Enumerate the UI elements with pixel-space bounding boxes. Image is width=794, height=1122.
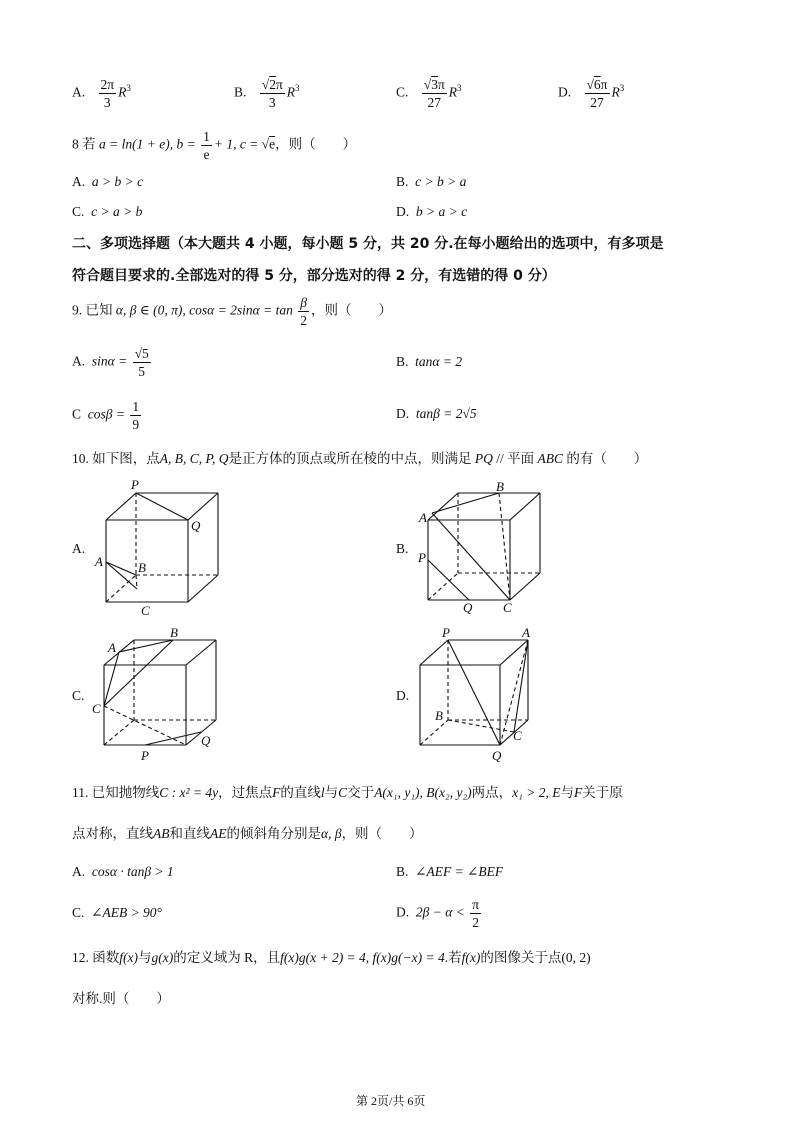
- fig-b-label-b: B: [496, 479, 504, 494]
- fig-a-label-b: B: [138, 560, 146, 575]
- q8-option-d: D. b > a > c: [396, 204, 468, 219]
- q8-option-b: B. c > b > a: [396, 174, 467, 189]
- q9-stem: 9. 已知 α, β ∈ (0, π), cosα = 2sinα = tan $\frac{\beta}{2}$ ，则（ ）: [72, 295, 392, 328]
- fig-c-label-a: A: [108, 640, 116, 655]
- q8-option-c: C. c > a > b: [72, 204, 143, 219]
- fig-a-label-q: Q: [191, 518, 201, 533]
- q9-option-c: C cosβ = $\frac{1}{9}$: [72, 399, 140, 432]
- fig-a-label-a: A: [95, 554, 103, 569]
- q12-stem-line2: 对称.则（ ）: [72, 991, 170, 1006]
- q7-option-a: A. $\frac{2\pi}{3}$ $R^3$: [72, 77, 131, 110]
- fig-a-label-c: C: [141, 603, 150, 618]
- q12-number: 12.: [72, 950, 89, 965]
- q10-label-a: A.: [72, 541, 86, 556]
- q11-option-b: B. ∠AEF = ∠BEF: [396, 864, 504, 879]
- q11-option-c: C. ∠AEB > 90°: [72, 905, 162, 920]
- q11-option-d: D. 2β − α < $\frac{\pi}{2}$: [396, 897, 479, 930]
- q10-stem: 10. 如下图，点A, B, C, P, Q是正方体的顶点或所在棱的中点，则满足 PQ // 平面 ABC 的有（ ）: [72, 451, 648, 466]
- fig-d-label-b: B: [435, 708, 443, 723]
- q9-option-b: B. tanα = 2: [396, 354, 463, 369]
- q9-option-a: A. sinα = $\frac{√5}{5}$: [72, 346, 149, 379]
- section-heading-line1: 二、多项选择题（本大题共 4 小题，每小题 5 分，共 20 分.在每小题给出的选项中，有多项是: [72, 236, 664, 252]
- q11-number: 11.: [72, 785, 89, 800]
- fig-d-label-c: C: [513, 728, 522, 743]
- fig-d-label-a: A: [522, 625, 530, 640]
- q11-option-a: A. cosα · tanβ > 1: [72, 864, 174, 879]
- fig-c-label-c: C: [92, 701, 101, 716]
- fig-b-label-q: Q: [463, 600, 473, 615]
- section-heading-line2: 符合题目要求的.全部选对的得 5 分，部分选对的得 2 分，有选错的得 0 分）: [72, 268, 556, 284]
- fig-d-label-p: P: [442, 625, 450, 640]
- q7-option-c-label: C.: [396, 84, 409, 100]
- fig-b-label-c: C: [503, 600, 512, 615]
- q12-stem-line1: 12. 函数f(x)与g(x)的定义域为 R，且f(x)g(x + 2) = 4, f(x)g(−x) = 4.若f(x)的图像关于点(0, 2): [72, 950, 591, 965]
- q8-option-a: A. a > b > c: [72, 174, 144, 189]
- q7-option-d: D. $\frac{√6\pi}{27}$ $R^3$: [558, 77, 625, 110]
- fig-d-label-q: Q: [492, 748, 502, 763]
- q10-label-b: B.: [396, 541, 409, 556]
- q7-option-c: C. $\frac{√3\pi}{27}$ $R^3$: [396, 77, 462, 110]
- q7-option-b-label: B.: [234, 84, 247, 100]
- q11-stem-line2: 点对称，直线AB和直线AE的倾斜角分别是α, β，则（ ）: [72, 826, 423, 841]
- q9-number: 9.: [72, 302, 83, 318]
- fig-c-label-b: B: [170, 625, 178, 640]
- q7-option-d-label: D.: [558, 84, 572, 100]
- fig-b-label-a: A: [419, 510, 427, 525]
- q11-stem-line1: 11. 已知抛物线C : x² = 4y，过焦点F的直线l与C交于A(x₁, y₁), B(x₂, y₂)两点，x₁ > 2, E与F关于原: [72, 785, 623, 800]
- q10-label-c: C.: [72, 688, 85, 703]
- page-footer: 第 2页/共 6页: [356, 1094, 426, 1108]
- fig-c-label-p: P: [141, 748, 149, 763]
- q10-label-d: D.: [396, 688, 410, 703]
- q9-option-d: D. tanβ = 2√5: [396, 406, 477, 421]
- fig-b-label-p: P: [418, 550, 426, 565]
- fig-c-label-q: Q: [201, 733, 211, 748]
- q10-number: 10.: [72, 451, 89, 466]
- fig-a-label-p: P: [131, 477, 139, 492]
- q7-option-b: B. $\frac{√2\pi}{3}$ $R^3$: [234, 77, 300, 110]
- q8-number: 8: [72, 136, 79, 152]
- q8-stem: 8 若 a = ln(1 + e), b = $\frac{1}{e}$ + 1, c = √e，则（ ）: [72, 129, 357, 162]
- q7-option-a-label: A.: [72, 84, 86, 100]
